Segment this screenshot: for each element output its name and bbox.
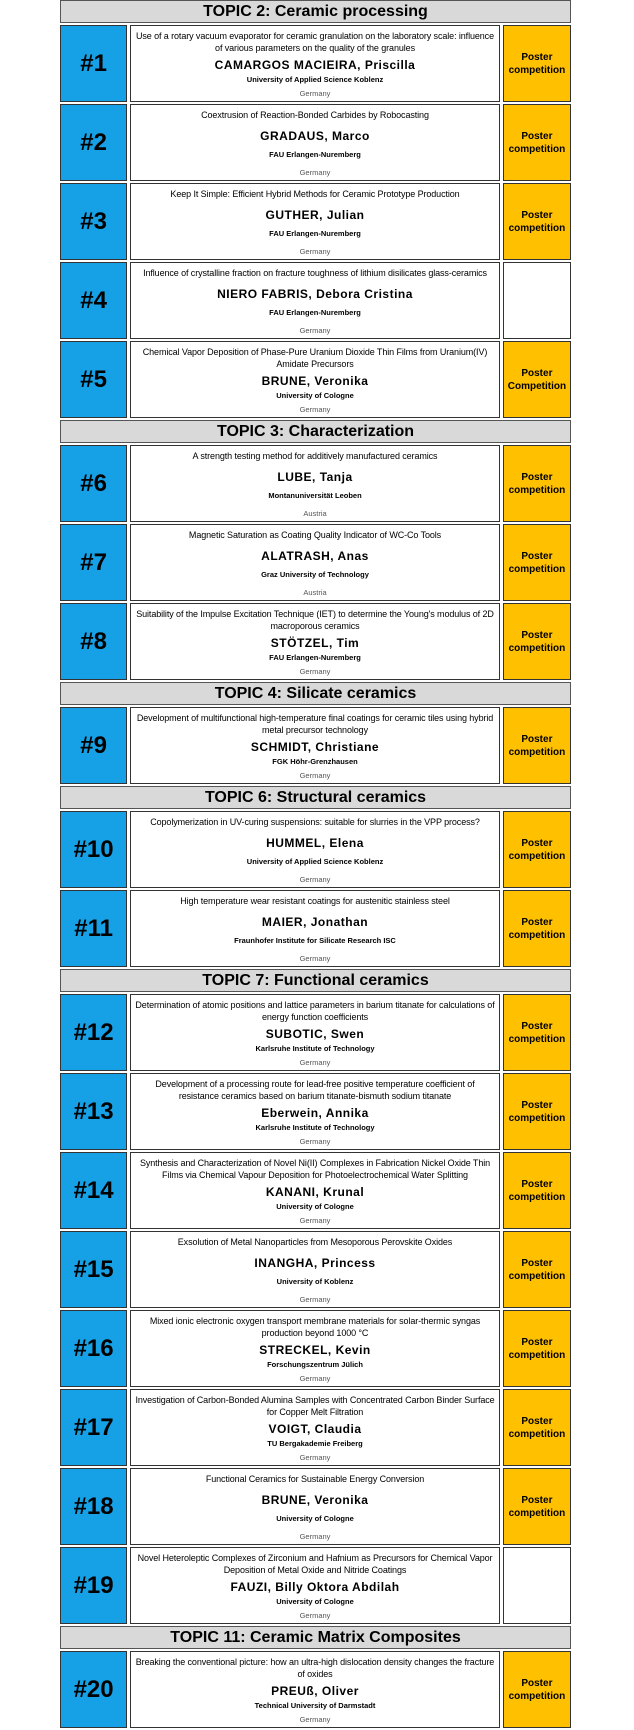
poster-institution: University of Cologne — [276, 391, 354, 401]
competition-badge: Poster competition — [503, 603, 571, 680]
competition-badge: Poster competition — [503, 1231, 571, 1308]
poster-country: Germany — [299, 770, 331, 780]
poster-number: #17 — [60, 1389, 127, 1466]
competition-badge: Poster competition — [503, 1389, 571, 1466]
poster-country: Germany — [299, 1136, 331, 1146]
poster-author: SUBOTIC, Swen — [265, 1026, 365, 1041]
poster-title: Exsolution of Metal Nanoparticles from Mesoporous Perovskite Oxides — [177, 1237, 453, 1247]
poster-details — [130, 183, 500, 260]
competition-badge — [503, 262, 571, 339]
poster-row — [60, 183, 571, 260]
poster-details — [130, 104, 500, 181]
poster-number: #10 — [60, 811, 127, 888]
competition-badge: Poster competition — [503, 1468, 571, 1545]
poster-row — [60, 341, 571, 418]
topic-header: TOPIC 7: Functional ceramics — [60, 969, 571, 992]
poster-author: GRADAUS, Marco — [260, 128, 370, 143]
topic-header: TOPIC 4: Silicate ceramics — [60, 682, 571, 705]
poster-details — [130, 811, 500, 888]
poster-row — [60, 445, 571, 522]
poster-title: Keep It Simple: Efficient Hybrid Methods for Ceramic Prototype Production — [170, 189, 460, 199]
poster-row — [60, 603, 571, 680]
poster-country: Germany — [299, 874, 331, 884]
poster-institution: Graz University of Technology — [261, 570, 369, 580]
competition-badge: Poster Competition — [503, 341, 571, 418]
poster-institution: Montanuniversität Leoben — [268, 491, 362, 501]
poster-number: #1 — [60, 25, 127, 102]
competition-badge: Poster competition — [503, 183, 571, 260]
poster-details — [130, 1231, 500, 1308]
poster-row — [60, 1547, 571, 1624]
poster-country: Austria — [303, 587, 327, 597]
poster-title: Investigation of Carbon-Bonded Alumina Samples with Concentrated Carbon Binder Surface for Copper Melt Filtration — [135, 1395, 495, 1417]
poster-details — [130, 524, 500, 601]
poster-details — [130, 262, 500, 339]
competition-badge: Poster competition — [503, 994, 571, 1071]
poster-number: #6 — [60, 445, 127, 522]
poster-country: Germany — [299, 666, 331, 676]
poster-number: #12 — [60, 994, 127, 1071]
poster-country: Germany — [299, 325, 331, 335]
poster-author: SCHMIDT, Christiane — [250, 739, 380, 754]
poster-author: STRECKEL, Kevin — [259, 1342, 371, 1357]
poster-title: Development of multifunctional high-temperature final coatings for ceramic tiles using hybrid metal precursor technology — [136, 713, 494, 735]
poster-country: Germany — [299, 1215, 331, 1225]
poster-details — [130, 994, 500, 1071]
poster-number: #9 — [60, 707, 127, 784]
poster-number: #15 — [60, 1231, 127, 1308]
poster-title: Synthesis and Characterization of Novel Ni(II) Complexes in Fabrication Nickel Oxide Thin Films via Chemical Vapour Deposition for Photoelectrochemical Water Splitting — [139, 1158, 491, 1180]
poster-author: MAIER, Jonathan — [261, 914, 369, 929]
poster-row — [60, 707, 571, 784]
poster-institution: University of Applied Science Koblenz — [246, 75, 384, 85]
poster-author: GUTHER, Julian — [265, 207, 365, 222]
poster-institution: Karlsruhe Institute of Technology — [255, 1123, 375, 1133]
competition-badge: Poster competition — [503, 1152, 571, 1229]
poster-details — [130, 1152, 500, 1229]
poster-country: Germany — [299, 167, 331, 177]
poster-title: Novel Heteroleptic Complexes of Zirconium and Hafnium as Precursors for Chemical Vapor Deposition of Metal Oxide and Nitride Coatings — [137, 1553, 493, 1575]
poster-title: Copolymerization in UV-curing suspensions: suitable for slurries in the VPP process? — [150, 817, 480, 827]
competition-badge: Poster competition — [503, 104, 571, 181]
competition-badge: Poster competition — [503, 707, 571, 784]
poster-row — [60, 994, 571, 1071]
poster-institution: Fraunhofer Institute for Silicate Research ISC — [234, 936, 396, 946]
competition-badge: Poster competition — [503, 1651, 571, 1728]
poster-row — [60, 25, 571, 102]
poster-author: FAUZI, Billy Oktora Abdilah — [230, 1579, 400, 1594]
poster-author: INANGHA, Princess — [254, 1255, 376, 1270]
poster-details — [130, 890, 500, 967]
poster-details — [130, 1651, 500, 1728]
poster-title: High temperature wear resistant coatings for austenitic stainless steel — [180, 896, 450, 906]
poster-country: Germany — [299, 953, 331, 963]
poster-number: #4 — [60, 262, 127, 339]
poster-number: #16 — [60, 1310, 127, 1387]
poster-country: Germany — [299, 88, 331, 98]
poster-institution: FAU Erlangen-Nuremberg — [269, 229, 361, 239]
poster-details — [130, 1547, 500, 1624]
poster-title: Use of a rotary vacuum evaporator for ceramic granulation on the laboratory scale: influence of various parameters on the quality of the granules — [136, 31, 494, 53]
topic-header: TOPIC 2: Ceramic processing — [60, 0, 571, 23]
poster-title: Functional Ceramics for Sustainable Energy Conversion — [205, 1474, 425, 1484]
poster-country: Germany — [299, 1294, 331, 1304]
topic-header: TOPIC 3: Characterization — [60, 420, 571, 443]
competition-badge: Poster competition — [503, 1073, 571, 1150]
poster-number: #19 — [60, 1547, 127, 1624]
poster-title: Coextrusion of Reaction-Bonded Carbides by Robocasting — [201, 110, 429, 120]
poster-row — [60, 104, 571, 181]
poster-author: KANANI, Krunal — [265, 1184, 365, 1199]
poster-institution: University of Cologne — [276, 1597, 354, 1607]
poster-number: #2 — [60, 104, 127, 181]
poster-row — [60, 1651, 571, 1728]
poster-country: Germany — [299, 1057, 331, 1067]
poster-number: #8 — [60, 603, 127, 680]
poster-title: Suitability of the Impulse Excitation Technique (IET) to determine the Young's modulus of 2D macroporous ceramics — [136, 609, 494, 631]
poster-number: #7 — [60, 524, 127, 601]
topic-header: TOPIC 6: Structural ceramics — [60, 786, 571, 809]
poster-institution: TU Bergakademie Freiberg — [267, 1439, 363, 1449]
poster-details — [130, 341, 500, 418]
poster-title: Chemical Vapor Deposition of Phase-Pure Uranium Dioxide Thin Films from Uranium(IV) Amidate Precursors — [142, 347, 488, 369]
poster-institution: Karlsruhe Institute of Technology — [255, 1044, 375, 1054]
competition-badge: Poster competition — [503, 445, 571, 522]
poster-row — [60, 262, 571, 339]
poster-country: Austria — [303, 508, 327, 518]
poster-title: Influence of crystalline fraction on fracture toughness of lithium disilicates glass-ceramics — [143, 268, 487, 278]
poster-institution: FAU Erlangen-Nuremberg — [269, 653, 361, 663]
poster-row — [60, 1468, 571, 1545]
poster-author: BRUNE, Veronika — [261, 373, 369, 388]
poster-row — [60, 1073, 571, 1150]
poster-title: A strength testing method for additively manufactured ceramics — [192, 451, 438, 461]
competition-badge: Poster competition — [503, 25, 571, 102]
poster-list — [60, 0, 571, 1730]
poster-institution: Technical University of Darmstadt — [254, 1701, 376, 1711]
poster-title: Breaking the conventional picture: how an ultra-high dislocation density changes the fracture of oxides — [135, 1657, 495, 1679]
competition-badge: Poster competition — [503, 811, 571, 888]
poster-row — [60, 1231, 571, 1308]
poster-number: #5 — [60, 341, 127, 418]
poster-country: Germany — [299, 246, 331, 256]
poster-number: #11 — [60, 890, 127, 967]
poster-author: LUBE, Tanja — [277, 469, 353, 484]
poster-institution: FAU Erlangen-Nuremberg — [269, 308, 361, 318]
poster-row — [60, 1152, 571, 1229]
competition-badge: Poster competition — [503, 890, 571, 967]
poster-institution: FAU Erlangen-Nuremberg — [269, 150, 361, 160]
poster-row — [60, 1310, 571, 1387]
poster-number: #20 — [60, 1651, 127, 1728]
poster-title: Mixed ionic electronic oxygen transport membrane materials for solar-thermic syngas production beyond 1000 °C — [149, 1316, 481, 1338]
poster-institution: University of Cologne — [276, 1202, 354, 1212]
competition-badge: Poster competition — [503, 1310, 571, 1387]
poster-details — [130, 1389, 500, 1466]
poster-country: Germany — [299, 1373, 331, 1383]
poster-country: Germany — [299, 1531, 331, 1541]
poster-details — [130, 1310, 500, 1387]
poster-country: Germany — [299, 1452, 331, 1462]
poster-details — [130, 603, 500, 680]
poster-row — [60, 890, 571, 967]
poster-details — [130, 707, 500, 784]
poster-author: CAMARGOS MACIEIRA, Priscilla — [214, 57, 416, 72]
poster-country: Germany — [299, 1714, 331, 1724]
poster-details — [130, 1073, 500, 1150]
poster-author: HUMMEL, Elena — [266, 835, 364, 850]
poster-row — [60, 524, 571, 601]
poster-institution: University of Koblenz — [276, 1277, 354, 1287]
poster-number: #3 — [60, 183, 127, 260]
poster-row — [60, 1389, 571, 1466]
poster-details — [130, 25, 500, 102]
poster-institution: University of Applied Science Koblenz — [246, 857, 384, 867]
poster-number: #13 — [60, 1073, 127, 1150]
poster-country: Germany — [299, 1610, 331, 1620]
competition-badge — [503, 1547, 571, 1624]
poster-number: #14 — [60, 1152, 127, 1229]
poster-details — [130, 445, 500, 522]
poster-author: VOIGT, Claudia — [268, 1421, 362, 1436]
poster-details — [130, 1468, 500, 1545]
poster-author: BRUNE, Veronika — [261, 1492, 369, 1507]
poster-author: STÖTZEL, Tim — [270, 635, 360, 650]
poster-author: Eberwein, Annika — [261, 1105, 369, 1120]
poster-institution: Forschungszentrum Jülich — [267, 1360, 363, 1370]
poster-institution: University of Cologne — [276, 1514, 354, 1524]
poster-country: Germany — [299, 404, 331, 414]
poster-title: Development of a processing route for lead-free positive temperature coefficient of resistance ceramics based on barium titanate-bismuth sodium titanate — [155, 1079, 475, 1101]
topic-header: TOPIC 11: Ceramic Matrix Composites — [60, 1626, 571, 1649]
poster-title: Determination of atomic positions and lattice parameters in barium titanate for calculations of energy function coefficients — [135, 1000, 495, 1022]
competition-badge: Poster competition — [503, 524, 571, 601]
poster-author: PREUß, Oliver — [271, 1683, 359, 1698]
poster-title: Magnetic Saturation as Coating Quality Indicator of WC-Co Tools — [188, 530, 442, 540]
poster-author: ALATRASH, Anas — [261, 548, 369, 563]
poster-number: #18 — [60, 1468, 127, 1545]
poster-institution: FGK Höhr-Grenzhausen — [272, 757, 358, 767]
poster-row — [60, 811, 571, 888]
poster-author: NIERO FABRIS, Debora Cristina — [217, 286, 413, 301]
